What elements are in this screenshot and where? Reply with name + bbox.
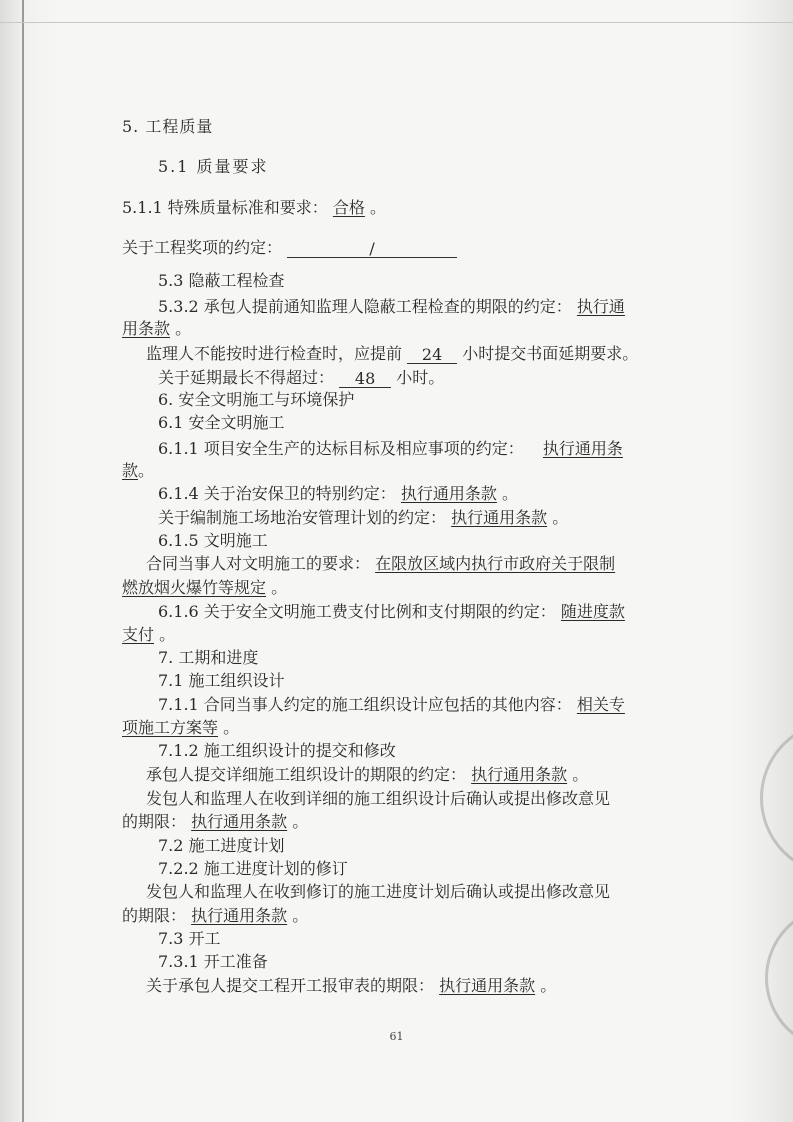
filled-value: 执行通用条款 xyxy=(471,765,568,784)
subsection-heading-7-3: 7.3 开工 xyxy=(158,929,221,948)
filled-value: 在限放区域内执行市政府关于限制 xyxy=(375,554,616,573)
subsection-heading-5-3: 5.3 隐蔽工程检查 xyxy=(158,271,285,290)
filled-value: 用条款 xyxy=(122,319,171,338)
clause-schedule-review: 发包人和监理人在收到修订的施工进度计划后确认或提出修改意见 xyxy=(146,882,611,901)
clause-start-report xyxy=(146,976,556,996)
filled-value: 项施工方案等 xyxy=(122,718,219,737)
clause-7-1-1 xyxy=(158,695,625,715)
punctuation: 。 xyxy=(271,578,288,597)
subsection-heading-7-1: 7.1 施工组织设计 xyxy=(158,671,285,690)
clause-schedule-review-cont xyxy=(122,906,308,926)
clause-label: 6.1.6 关于安全文明施工费支付比例和支付期限的约定： xyxy=(158,602,556,621)
filled-value: 相关专 xyxy=(576,695,625,714)
clause-delay-request xyxy=(146,344,638,364)
filled-value: 支付 xyxy=(122,625,155,644)
punctuation: 。 xyxy=(370,198,387,217)
clause-civilized-construction xyxy=(146,554,615,574)
punctuation: 。 xyxy=(502,484,519,503)
clause-6-1-5: 6.1.5 文明施工 xyxy=(158,531,268,550)
clause-design-review: 发包人和监理人在收到详细的施工组织设计后确认或提出修改意见 xyxy=(146,789,611,808)
filled-value: 执行通用条款 xyxy=(191,906,288,925)
section-heading-6: 6. 安全文明施工与环境保护 xyxy=(158,390,355,409)
clause-label: 6.1.4 关于治安保卫的特别约定： xyxy=(158,484,396,503)
clause-security-plan xyxy=(158,508,568,528)
subsection-heading-7-2: 7.2 施工进度计划 xyxy=(158,836,285,855)
clause-7-1-1-cont xyxy=(122,718,239,738)
clause-label: 的期限： xyxy=(122,906,187,925)
clause-label: 7.1.1 合同当事人约定的施工组织设计应包括的其他内容： xyxy=(158,695,572,714)
punctuation: 。 xyxy=(540,976,557,995)
clause-7-2-2: 7.2.2 施工进度计划的修订 xyxy=(158,859,348,878)
clause-label: 小时提交书面延期要求。 xyxy=(462,344,639,363)
binding-edge xyxy=(22,0,24,1122)
clause-6-1-4 xyxy=(158,484,518,504)
filled-value: 执行通用条款 xyxy=(439,976,536,995)
clause-label: 的期限： xyxy=(122,812,187,831)
filled-value: 款 xyxy=(122,461,139,480)
filled-value: 执行通用条款 xyxy=(191,812,288,831)
subsection-heading-5-1: 5.1 质量要求 xyxy=(158,157,269,176)
clause-label: 承包人提交详细施工组织设计的期限的约定： xyxy=(146,765,467,784)
clause-label: 6.1.1 项目安全生产的达标目标及相应事项的约定： xyxy=(158,439,524,458)
clause-label: 5.1.1 特殊质量标准和要求： xyxy=(122,198,328,217)
filled-value: 随进度款 xyxy=(560,602,625,621)
punctuation: 。 xyxy=(292,906,309,925)
clause-5-1-1 xyxy=(122,198,386,218)
clause-label: 关于编制施工场地治安管理计划的约定： xyxy=(158,508,447,527)
clause-label: 小时。 xyxy=(396,368,445,387)
clause-design-submission xyxy=(146,765,588,785)
filled-value: 执行通用条款 xyxy=(400,484,497,503)
punctuation: 。 xyxy=(159,625,176,644)
filled-value: 执行通用条 xyxy=(542,439,623,458)
section-heading-7: 7. 工期和进度 xyxy=(158,648,259,667)
top-edge xyxy=(0,22,793,23)
filled-value: 执行通 xyxy=(576,297,625,316)
punctuation: 。 xyxy=(292,812,309,831)
clause-5-3-2-cont xyxy=(122,319,191,339)
clause-label: 关于延期最长不得超过： xyxy=(158,368,335,387)
punctuation: 。 xyxy=(223,718,240,737)
clause-7-3-1: 7.3.1 开工准备 xyxy=(158,952,268,971)
filled-value: 合格 xyxy=(332,198,365,217)
clause-6-1-1 xyxy=(158,439,623,459)
filled-value: 24 xyxy=(407,345,457,364)
section-heading-5: 5. 工程质量 xyxy=(122,117,214,136)
filled-value: / xyxy=(287,239,457,258)
filled-value: 燃放烟火爆竹等规定 xyxy=(122,578,267,597)
clause-label: 5.3.2 承包人提前通知监理人隐蔽工程检查的期限的约定： xyxy=(158,297,572,316)
page-number: 61 xyxy=(389,1030,404,1043)
clause-civilized-construction-cont xyxy=(122,578,287,598)
filled-value: 48 xyxy=(339,369,391,388)
clause-6-1-6-cont xyxy=(122,625,175,645)
clause-design-review-cont xyxy=(122,812,308,832)
punctuation: 。 xyxy=(552,508,569,527)
clause-award xyxy=(122,238,457,258)
punctuation: 。 xyxy=(572,765,589,784)
clause-6-1-1-cont xyxy=(122,461,154,481)
clause-label: 监理人不能按时进行检查时，应提前 xyxy=(146,344,403,363)
clause-label: 关于承包人提交工程开工报审表的期限： xyxy=(146,976,435,995)
subsection-heading-6-1: 6.1 安全文明施工 xyxy=(158,413,285,432)
clause-6-1-6 xyxy=(158,602,625,622)
clause-label: 合同当事人对文明施工的要求： xyxy=(146,554,371,573)
punctuation: 。 xyxy=(138,461,155,480)
punctuation: 。 xyxy=(175,319,192,338)
clause-7-1-2: 7.1.2 施工组织设计的提交和修改 xyxy=(158,741,396,760)
clause-5-3-2 xyxy=(158,297,625,317)
clause-delay-max xyxy=(158,368,444,388)
clause-label: 关于工程奖项的约定： xyxy=(122,238,283,257)
filled-value: 执行通用条款 xyxy=(451,508,548,527)
